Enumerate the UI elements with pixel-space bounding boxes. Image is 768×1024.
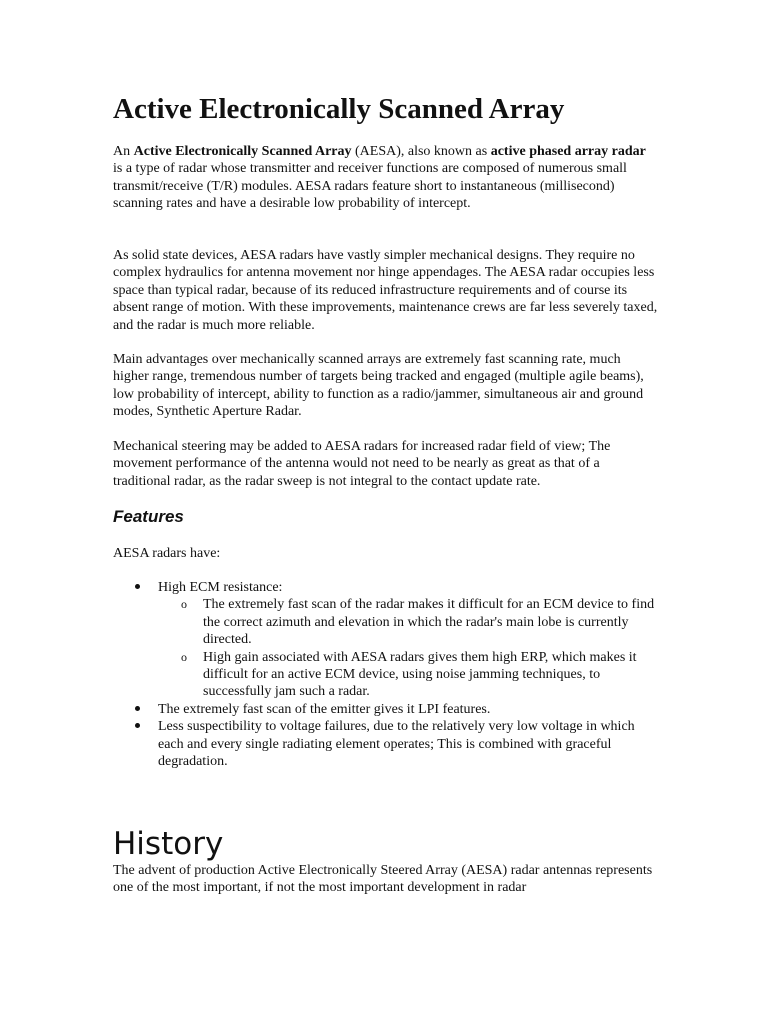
intro-paragraph [113, 143, 658, 213]
circle-bullet-icon: o [181, 597, 187, 612]
bullet-dot-icon [135, 723, 140, 728]
list-item-text: Less suspectibility to voltage failures, due to the relatively very low voltage in which each and every single radiating element operates; This is combined with graceful degradation. [158, 719, 635, 770]
list-item [113, 701, 658, 718]
list-item-text: The extremely fast scan of the emitter gives it LPI features. [158, 701, 491, 717]
list-item [113, 718, 658, 770]
history-heading: History [113, 826, 224, 862]
bullet-dot-icon [135, 584, 140, 589]
features-heading: Features [113, 507, 184, 526]
circle-bullet-icon: o [181, 649, 187, 664]
paragraph-advantages: Main advantages over mechanically scanned arrays are extremely fast scanning rate, much higher range, tremendous number of targets being tracked and engaged (multiple agile beams), low probability of intercept, ability to function as a radio/jammer, simultaneous air and ground modes, Synthetic Aperture Radar. [113, 352, 644, 420]
list-item [113, 579, 658, 701]
paragraph-mechanical-steering: Mechanical steering may be added to AESA radars for increased radar field of view; The movement performance of the antenna would not need to be nearly as great as that of a traditional radar, as the radar sweep is not integral to the contact update rate. [113, 439, 611, 489]
page-title: Active Electronically Scanned Array [113, 93, 565, 125]
intro-text-3: is a type of radar whose transmitter and receiver functions are composed of numerous small transmit/receive (T/R) modules. AESA radars feature short to instantaneous (millisecond) scanning rates and have a desirable low probability of intercept. [113, 161, 627, 212]
sub-list [158, 596, 658, 700]
features-lead: AESA radars have: [113, 546, 221, 561]
intro-text-2: (AESA), also known as [351, 144, 491, 159]
sub-list-item-text: The extremely fast scan of the radar makes it difficult for an ECM device to find the correct azimuth and elevation in which the radar's main lobe is currently directed. [203, 597, 655, 648]
intro-text-1: An [113, 144, 134, 159]
intro-bold-term-2: active phased array radar [490, 144, 646, 159]
bullet-dot-icon [135, 706, 140, 711]
features-list [113, 579, 658, 770]
paragraph-solid-state: As solid state devices, AESA radars have vastly simpler mechanical designs. They require no complex hydraulics for antenna movement nor hinge appendages. The AESA radar occupies less space than typical radar, because of its reduced infrastructure requirements and of course its absent range of motion. With these improvements, maintenance crews are far less severely taxed, and the radar is much more reliable. [113, 248, 658, 333]
history-paragraph: The advent of production Active Electronically Steered Array (AESA) radar antennas represents one of the most important, if not the most important development in radar [113, 863, 653, 896]
sub-list-item-text: High gain associated with AESA radars gives them high ERP, which makes it difficult for an active ECM device, using noise jamming techniques, to successfully jam such a radar. [203, 649, 637, 700]
intro-bold-term-1: Active Electronically Scanned Array [133, 144, 352, 159]
sub-list-item [158, 649, 658, 701]
list-item-text: High ECM resistance: [158, 580, 283, 595]
sub-list-item [158, 596, 658, 648]
